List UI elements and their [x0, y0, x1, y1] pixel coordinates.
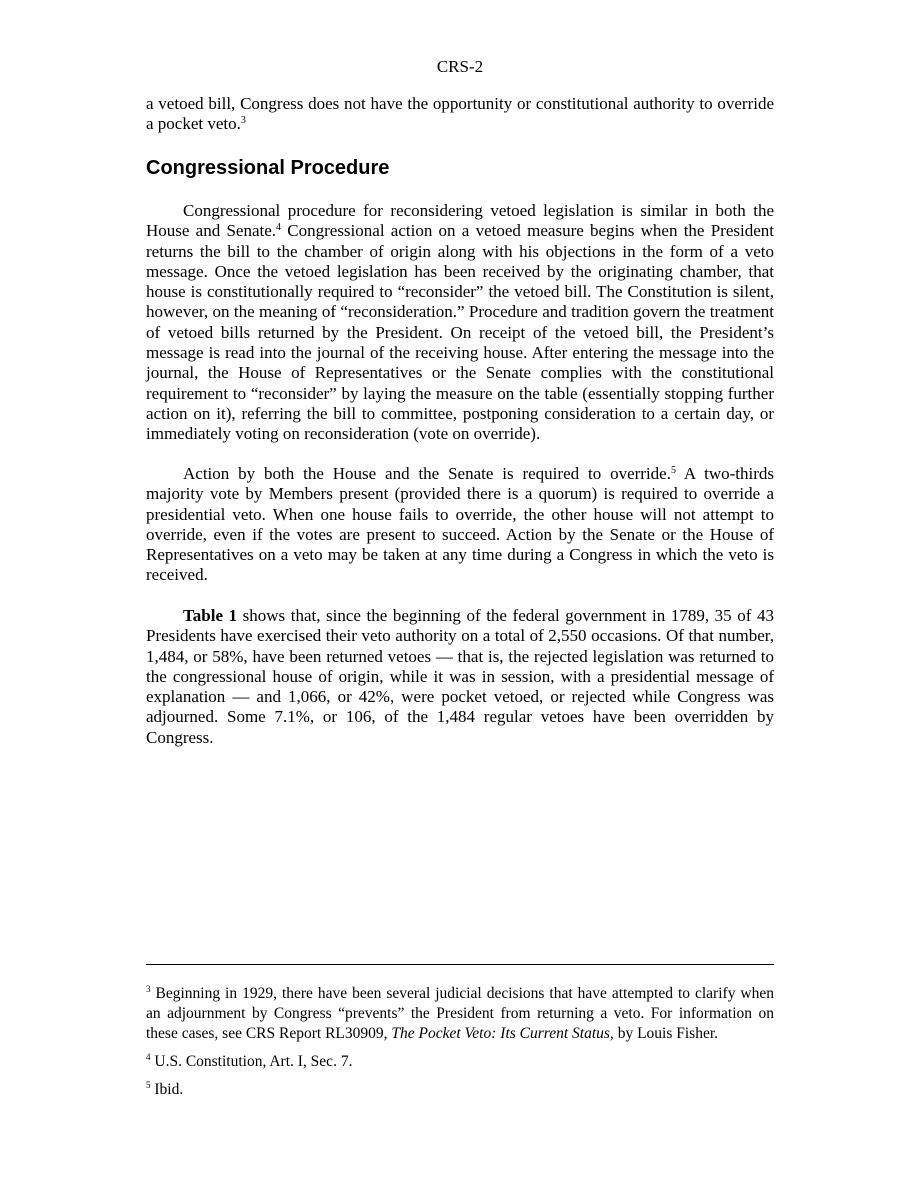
footnote-ref-3[interactable]: 3 — [240, 115, 246, 127]
paragraph2-text-rest: A two-thirds majority vote by Members present (provided there is a quorum) is required to override a presidential veto. When one house fails to override, the other house will not attempt to override, even if the votes are present to succeed. Action by the Senate or the House of Representatives on a veto may be taken at any time during a Congress in which the veto is received. — [146, 464, 774, 585]
footnote-3-text: Beginning in 1929, there have been several judicial decisions that have attempted to clarify when an adjournment by Congress “prevents” the President from returning a veto. For information on these cases, see CRS Report RL30909, — [146, 985, 774, 1042]
section-heading: Congressional Procedure — [146, 157, 390, 179]
paragraph-veto-statistics — [146, 606, 774, 748]
continuation-text: a vetoed bill, Congress does not have the opportunity or constitutional authority to override a pocket veto. — [146, 94, 774, 134]
footnote-3-author: by Louis Fisher. — [613, 1025, 719, 1042]
footnote-number: 4 — [146, 1052, 151, 1062]
paragraph-congressional-procedure — [146, 201, 774, 445]
footnote-3 — [146, 984, 774, 1044]
paragraph1-text-start: Congressional procedure for reconsidering vetoed legislation is similar in both the House and Senate. — [146, 201, 774, 241]
footnote-4 — [146, 1052, 774, 1072]
continuation-paragraph — [146, 94, 774, 135]
paragraph3-text: shows that, since the beginning of the federal government in 1789, 35 of 43 Presidents have exercised their veto authority on a total of 2,550 occasions. Of that number, 1,484, or 58%, have been returned vetoes — that is, the rejected legislation was returned to the congressional house of origin, while it was in session, with a presidential message of explanation — and 1,066, or 42%, were pocket vetoed, or rejected while Congress was adjourned. Some 7.1%, or 106, of the 1,484 regular vetoes have been overridden by Congress. — [146, 606, 774, 747]
footnote-number: 5 — [146, 1080, 151, 1090]
footnote-5-text: Ibid. — [150, 1081, 184, 1098]
footnote-divider — [146, 964, 774, 965]
footnote-ref-5[interactable]: 5 — [670, 465, 676, 476]
footnotes-section — [146, 984, 774, 1100]
paragraph2-text-start: Action by both the House and the Senate is required to override. — [183, 464, 671, 483]
footnote-5 — [146, 1080, 774, 1100]
paragraph1-text-rest: Congressional action on a vetoed measure begins when the President returns the bill to the chamber of origin along with his objections in the form of a veto message. Once the vetoed legislation has been received by the originating chamber, that house is constitutionally required to “reconsider” the vetoed bill. The Constitution is silent, however, on the meaning of “reconsideration.” Procedure and tradition govern the treatment of vetoed bills returned by the President. On receipt of the vetoed bill, the President’s message is read into the journal of the receiving house. After entering the message into the journal, the House of Representatives or the Senate complies with the constitutional requirement to “reconsider” by laying the measure on the table (essentially stopping further action on it), referring the bill to committee, postponing consideration to a certain day, or immediately voting on reconsideration (vote on override). — [146, 221, 774, 444]
page-number-header: CRS-2 — [436, 57, 484, 76]
paragraph-override-requirement — [146, 464, 774, 586]
footnote-ref-4[interactable]: 4 — [276, 222, 282, 234]
footnote-4-text: U.S. Constitution, Art. I, Sec. 7. — [150, 1053, 353, 1070]
footnote-number: 3 — [146, 984, 151, 994]
cited-report-title: The Pocket Veto: Its Current Status, — [391, 1025, 614, 1042]
table-1-reference[interactable]: Table 1 — [183, 606, 238, 625]
